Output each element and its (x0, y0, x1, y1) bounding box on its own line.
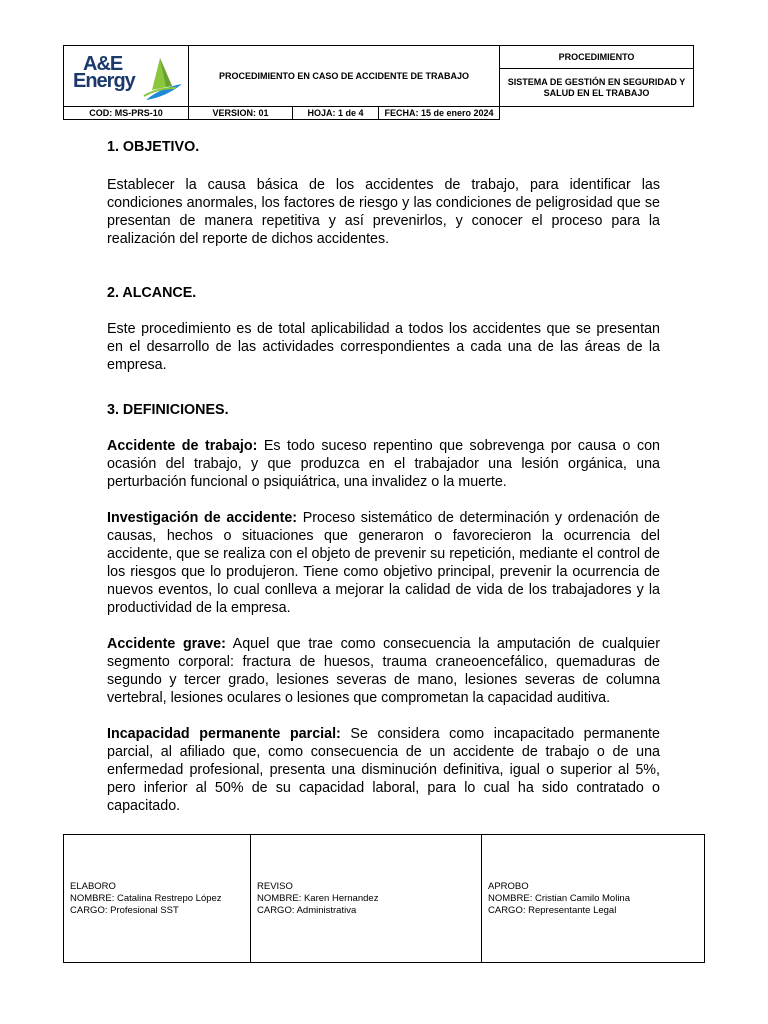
doc-type: PROCEDIMIENTO (500, 46, 694, 69)
elaboro-label: ELABORO (70, 880, 116, 892)
reviso-label: REVISO (257, 880, 293, 892)
definition-incapacidad (107, 725, 660, 815)
section-title-definiciones: 3. DEFINICIONES. (107, 402, 229, 418)
definition-term: Accidente grave: (107, 636, 226, 652)
logo-line2: Energy (73, 70, 135, 92)
elaboro-cell (64, 835, 251, 963)
section-text-objetivo: Establecer la causa básica de los accidentes de trabajo, para identificar las condiciones anormales, los factores de riesgo y las condiciones de peligrosidad que se presentan de manera repetitiva y así prevenirlos, y conocer el proceso para la realización del reporte de dichos accidentes. (107, 177, 660, 247)
definition-accidente-grave (107, 635, 660, 707)
approval-footer (63, 834, 705, 963)
section-title-objetivo: 1. OBJETIVO. (107, 139, 200, 155)
reviso-cell (251, 835, 482, 963)
aprobo-label: APROBO (488, 880, 529, 892)
definition-text: Aquel que trae como consecuencia la amputación de cualquier segmento corporal: fractura de huesos, trauma craneoencefálico, quemaduras de segundo y tercer grado, lesiones severas de mano, lesiones severas de columna vertebral, lesiones oculares o lesiones que comprometan la capacidad auditiva. (107, 636, 660, 706)
company-logo (72, 54, 184, 106)
definition-text: Se considera como incapacitado permanente parcial, al afiliado que, como consecuencia de un accidente de trabajo o de una enfermedad profesional, presenta una disminución definitiva, igual o superior al 5%, pero inferior al 50% de su capacidad laboral, para lo cual ha sido contratado o capacitado. (107, 726, 660, 814)
definition-term: Incapacidad permanente parcial: (107, 726, 341, 742)
doc-code: COD: MS-PRS-10 (64, 107, 189, 120)
logo-line1: A&E (83, 53, 123, 75)
elaboro-name: NOMBRE: Catalina Restrepo López (70, 892, 222, 904)
reviso-name: NOMBRE: Karen Hernandez (257, 892, 379, 904)
doc-date: FECHA: 15 de enero 2024 (379, 107, 500, 120)
section-title-alcance: 2. ALCANCE. (107, 285, 197, 301)
sheet-number: HOJA: 1 de 4 (293, 107, 379, 120)
section-text-alcance: Este procedimiento es de total aplicabilidad a todos los accidentes que se presentan en el desarrollo de las actividades correspondientes a cada una de las áreas de la empresa. (107, 321, 660, 373)
leaf-logo-icon (142, 56, 184, 104)
definition-accidente-trabajo (107, 437, 660, 491)
definition-text: Es todo suceso repentino que sobrevenga por causa o con ocasión del trabajo, y que produzca en el trabajador una lesión orgánica, una perturbación funcional o psiquiátrica, una invalidez o la muerte. (107, 438, 660, 490)
aprobo-name: NOMBRE: Cristian Camilo Molina (488, 892, 631, 904)
management-system: SISTEMA DE GESTIÓN EN SEGURIDAD Y SALUD EN EL TRABAJO (500, 69, 694, 107)
aprobo-role: CARGO: Representante Legal (488, 904, 617, 916)
definition-investigacion (107, 509, 660, 617)
document-header (63, 45, 694, 120)
document-body (107, 138, 660, 815)
definition-term: Accidente de trabajo: (107, 438, 258, 454)
reviso-role: CARGO: Administrativa (257, 904, 357, 916)
aprobo-cell (482, 835, 705, 963)
definition-text: Proceso sistemático de determinación y ordenación de causas, hechos o situaciones que generaron o favorecieron la ocurrencia del accidente, que se realiza con el objeto de prevenir su repetición, mediante el control de los riesgos que lo produjeron. Tiene como objetivo principal, prevenir la ocurrencia de nuevos eventos, lo cual conlleva a mejorar la calidad de vida de los trabajadores y la productividad de la empresa. (107, 510, 660, 616)
logo-cell (64, 46, 189, 107)
definition-term: Investigación de accidente: (107, 510, 298, 526)
document-title: PROCEDIMIENTO EN CASO DE ACCIDENTE DE TRABAJO (189, 46, 500, 107)
doc-version: VERSION: 01 (189, 107, 293, 120)
elaboro-role: CARGO: Profesional SST (70, 904, 179, 916)
